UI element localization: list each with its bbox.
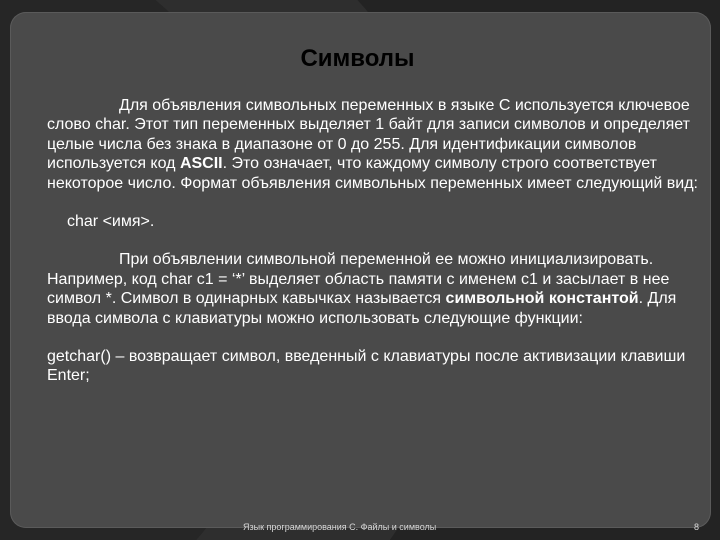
code-declaration-line: char <имя>. [67,213,155,231]
slide-title: Символы [300,45,415,72]
paragraph-char-declaration-text-a: Для объявления символьных переменных в языке С используется ключевое слово char. Этот тип переменных выделяет 1 байт для записи символов и определяет целые числа без знака в диапазоне от 0 до 255. Для идентификации символов используется код [47,97,690,173]
paragraph-initialization-text-c: . Для ввода символа с клавиатуры можно использовать следующие функции: [47,290,677,327]
paragraph-initialization-text-a: При объявлении символьной переменной ее можно инициализировать. Например, код char c1 = ‘*’ выделяет область памяти с именем c1 и засылает в нее символ *. Символ в одинарных кавычках называется [47,251,670,308]
paragraph-char-declaration [47,96,707,193]
page-number: 8 [694,522,700,532]
slide-body [47,96,707,386]
paragraph-getchar: getchar() – возвращает символ, введенный с клавиатуры после активизации клавиши Enter; [47,348,686,385]
footer-caption: Язык программирования С. Файлы и символы [243,522,437,532]
ascii-term: ASCII [179,155,223,173]
paragraph-char-declaration-text-c: . Это означает, что каждому символу строго соответствует некоторое число. Формат объявления символьных переменных имеет следующий вид: [47,155,698,192]
paragraph-initialization [47,250,707,328]
content-panel [10,12,711,528]
character-constant-term: символьной константой [445,290,639,308]
